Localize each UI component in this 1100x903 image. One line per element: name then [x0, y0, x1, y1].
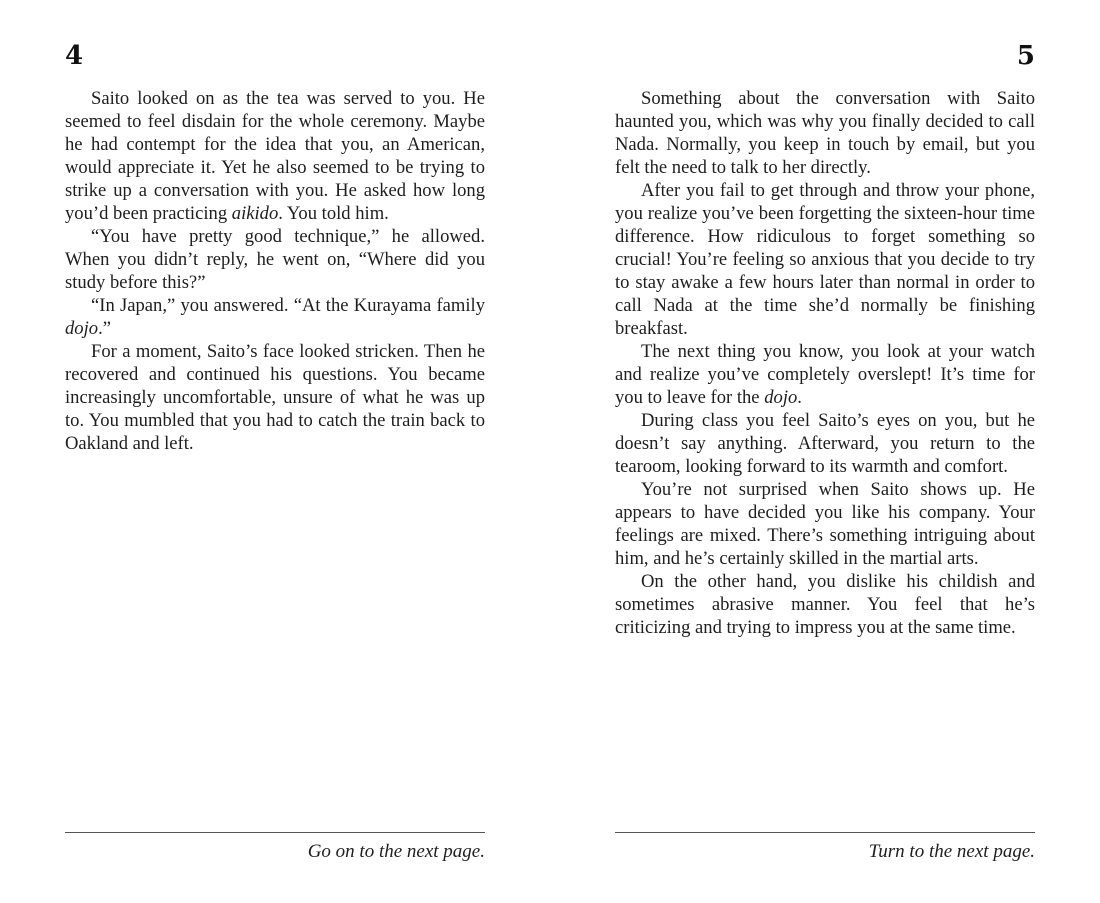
right-page: [615, 0, 1035, 903]
paragraph: [65, 294, 485, 340]
paragraph: [615, 570, 1035, 639]
paragraph: [615, 87, 1035, 179]
page-number: 5: [1016, 41, 1035, 71]
italic-text: dojo: [65, 318, 99, 339]
paragraph: [65, 87, 485, 225]
text-run: Something about the conversation with Saito haunted you, which was why you finally decided to call Nada. Normally, you keep in touch by email, but you felt the need to talk to her directly.: [615, 88, 1035, 178]
paragraph: [65, 225, 485, 294]
text-run: During class you feel Saito’s eyes on you, but he doesn’t say anything. Afterward, you return to the tearoom, looking forward to its warmth and comfort.: [615, 410, 1035, 477]
text-run: Saito looked on as the tea was served to you. He seemed to feel disdain for the whole ceremony. Maybe he had contempt for the idea that you, an American, would appreciate it. Yet he also seemed to be trying to strike up a conversation with you. He asked how long you’d been practicing: [65, 88, 485, 224]
paragraph: [65, 340, 485, 455]
text-run: .: [797, 387, 802, 408]
paragraph: [615, 409, 1035, 478]
text-run: .”: [98, 318, 111, 339]
footer-rule: [65, 832, 485, 833]
paragraph: [615, 478, 1035, 570]
text-run: The next thing you know, you look at your watch and realize you’ve completely overslept! It’s time for you to leave for the: [615, 341, 1035, 408]
footer-rule: [615, 832, 1035, 833]
text-run: After you fail to get through and throw your phone, you realize you’ve been forgetting the sixteen-hour time difference. How ridiculous to forget something so crucial! You’re feeling so anxious that you decide to try to stay awake a few hours later than normal in order to call Nada at the time she’d normally be finishing breakfast.: [615, 180, 1035, 339]
left-page: [65, 0, 485, 903]
italic-text: aikido: [231, 203, 279, 224]
footer-instruction: Turn to the next page.: [868, 841, 1035, 862]
page-body-text: [615, 87, 1035, 639]
text-run: . You told him.: [278, 203, 389, 224]
italic-text: dojo: [764, 387, 798, 408]
text-run: “In Japan,” you answered. “At the Kurayama family: [91, 295, 485, 316]
paragraph: [615, 179, 1035, 340]
page-body-text: [65, 87, 485, 455]
paragraph: [615, 340, 1035, 409]
page-number: 4: [65, 41, 84, 71]
text-run: On the other hand, you dislike his childish and sometimes abrasive manner. You feel that he’s criticizing and trying to impress you at the same time.: [615, 571, 1035, 638]
text-run: For a moment, Saito’s face looked stricken. Then he recovered and continued his questions. You became increasingly uncomfortable, unsure of what he was up to. You mumbled that you had to catch the train back to Oakland and left.: [65, 341, 485, 454]
text-run: “You have pretty good technique,” he allowed. When you didn’t reply, he went on, “Where did you study before this?”: [65, 226, 485, 293]
text-run: You’re not surprised when Saito shows up. He appears to have decided you like his company. Your feelings are mixed. There’s something intriguing about him, and he’s certainly skilled in the martial arts.: [615, 479, 1035, 569]
footer-instruction: Go on to the next page.: [307, 841, 485, 862]
